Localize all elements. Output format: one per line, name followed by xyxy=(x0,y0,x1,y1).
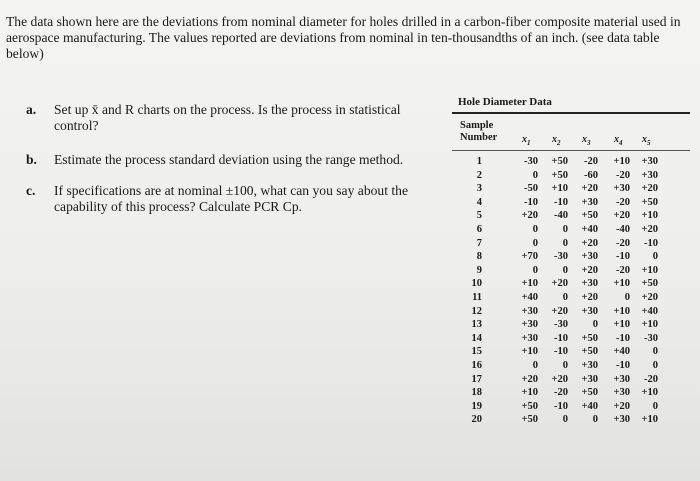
table-cell: 0 xyxy=(562,414,568,426)
table-cell: 0 xyxy=(532,264,538,276)
table-cell: +40 xyxy=(641,305,658,317)
table-cell: +30 xyxy=(581,251,598,263)
sample-number: 2 xyxy=(476,169,482,181)
column-header-x1: $x_1$ xyxy=(522,134,531,147)
table-cell: -30 xyxy=(554,319,568,331)
question-text: If specifications are at nominal ±100, what can you say about the capability of this process? Calculate PCR Cp. xyxy=(54,183,408,214)
table-cell: -20 xyxy=(616,169,630,181)
table-cell: +50 xyxy=(641,278,658,290)
table-cell: +10 xyxy=(641,264,658,276)
sample-number: 8 xyxy=(476,251,482,263)
table-cell: +40 xyxy=(613,346,630,358)
table-cell: -60 xyxy=(584,169,598,181)
sample-number: 3 xyxy=(476,183,482,195)
table-cell: +10 xyxy=(613,278,630,290)
table-cell: +30 xyxy=(521,319,538,331)
sample-number: 7 xyxy=(476,237,482,249)
table-cell: +10 xyxy=(613,156,630,167)
header-number-label: Number xyxy=(460,132,498,143)
table-cell: +40 xyxy=(581,400,598,412)
sample-number: 4 xyxy=(476,196,482,208)
table-cell: +30 xyxy=(581,305,598,317)
table-cell: +50 xyxy=(521,400,538,412)
table-cell: +40 xyxy=(521,292,538,303)
table-cell: +20 xyxy=(551,305,568,317)
table-cell: -10 xyxy=(644,237,658,249)
table-cell: -10 xyxy=(554,346,568,358)
table-cell: 0 xyxy=(652,251,658,263)
table-cell: +30 xyxy=(581,196,598,208)
table-cell: +10 xyxy=(613,319,630,331)
column-header-x5: $x_5$ xyxy=(642,134,651,147)
table-cell: +20 xyxy=(581,292,598,303)
sample-number: 14 xyxy=(471,332,482,344)
table-cell: +20 xyxy=(551,373,568,385)
table-cell: +10 xyxy=(521,346,538,358)
table-cell: -20 xyxy=(616,196,630,208)
sample-number: 9 xyxy=(476,264,482,276)
question-letter: a. xyxy=(26,102,37,117)
table-header-rule xyxy=(452,150,690,151)
table-cell: 0 xyxy=(652,346,658,358)
question-text: Set up x̄ and R charts on the process. Is the process in statistical control? xyxy=(54,102,401,133)
table-cell: 0 xyxy=(562,264,568,276)
table-cell: +30 xyxy=(613,414,630,426)
table-cell: -30 xyxy=(554,251,568,263)
table-cell: +20 xyxy=(641,183,658,195)
table-cell: +20 xyxy=(581,237,598,249)
table-cell: +20 xyxy=(521,373,538,385)
table-cell: +30 xyxy=(613,387,630,399)
sample-number: 20 xyxy=(471,414,482,426)
table-cell: +20 xyxy=(641,292,658,303)
table-top-rule xyxy=(452,112,690,114)
table-cell: +30 xyxy=(581,373,598,385)
table-cell: -20 xyxy=(616,264,630,276)
table-cell: -10 xyxy=(554,196,568,208)
table-cell: +30 xyxy=(613,183,630,195)
table-cell: 0 xyxy=(592,319,598,331)
question-letter: c. xyxy=(26,183,36,198)
sample-number: 1 xyxy=(476,156,482,167)
table-cell: +20 xyxy=(521,210,538,222)
table-cell: -10 xyxy=(524,196,538,208)
sample-number: 12 xyxy=(471,305,482,317)
table-cell: 0 xyxy=(562,224,568,235)
table-cell: +40 xyxy=(581,224,598,235)
table-cell: +50 xyxy=(581,210,598,222)
table-cell: +30 xyxy=(613,373,630,385)
table-cell: +50 xyxy=(521,414,538,426)
table-cell: -40 xyxy=(554,210,568,222)
sample-number: 5 xyxy=(476,210,482,222)
table-cell: -10 xyxy=(616,360,630,371)
sample-number: 19 xyxy=(471,400,482,412)
problem-intro: The data shown here are the deviations from nominal diameter for holes drilled in a carbon-fiber composite material used in aerospace manufacturing. The values reported are deviations from nominal in ten-thousandths of an inch. (see data table below) xyxy=(6,14,681,61)
table-cell: +30 xyxy=(641,169,658,181)
table-cell: 0 xyxy=(562,237,568,249)
table-cell: +70 xyxy=(521,251,538,263)
table-cell: +30 xyxy=(521,305,538,317)
table-title: Hole Diameter Data xyxy=(458,96,552,108)
table-cell: 0 xyxy=(532,169,538,181)
table-cell: -10 xyxy=(554,332,568,344)
table-cell: 0 xyxy=(562,360,568,371)
table-cell: +10 xyxy=(521,387,538,399)
table-cell: -20 xyxy=(584,156,598,167)
column-header-x4: $x_4$ xyxy=(614,134,623,147)
sample-number: 6 xyxy=(476,224,482,235)
table-cell: 0 xyxy=(532,224,538,235)
table-cell: 0 xyxy=(652,400,658,412)
sample-number: 18 xyxy=(471,387,482,399)
table-cell: +30 xyxy=(581,278,598,290)
table-cell: -20 xyxy=(644,373,658,385)
sample-number: 13 xyxy=(471,319,482,331)
table-cell: +50 xyxy=(641,196,658,208)
header-sample-label: Sample xyxy=(460,120,494,131)
table-cell: -10 xyxy=(616,332,630,344)
table-cell: +50 xyxy=(581,346,598,358)
column-header-x2: $x_2$ xyxy=(552,134,561,147)
table-cell: +30 xyxy=(641,156,658,167)
table-cell: 0 xyxy=(652,360,658,371)
table-cell: 0 xyxy=(592,414,598,426)
sample-number: 11 xyxy=(472,292,482,303)
table-cell: +10 xyxy=(641,319,658,331)
column-header-x3: $x_3$ xyxy=(582,134,591,147)
table-cell: +20 xyxy=(613,210,630,222)
question-letter: b. xyxy=(26,152,37,167)
sample-number: 16 xyxy=(471,360,482,371)
table-cell: +20 xyxy=(613,400,630,412)
table-cell: +30 xyxy=(521,332,538,344)
table-cell: +10 xyxy=(613,305,630,317)
table-cell: -20 xyxy=(554,387,568,399)
sample-number: 15 xyxy=(471,346,482,358)
table-cell: +50 xyxy=(581,332,598,344)
table-cell: +50 xyxy=(551,156,568,167)
sample-number: 17 xyxy=(471,373,482,385)
table-cell: +10 xyxy=(521,278,538,290)
table-cell: +30 xyxy=(581,360,598,371)
table-cell: +50 xyxy=(551,169,568,181)
table-cell: -20 xyxy=(616,237,630,249)
table-cell: 0 xyxy=(532,237,538,249)
table-cell: +20 xyxy=(551,278,568,290)
table-cell: -30 xyxy=(524,156,538,167)
sample-number: 10 xyxy=(471,278,482,290)
question-text: Estimate the process standard deviation using the range method. xyxy=(54,152,404,167)
table-cell: +20 xyxy=(641,224,658,235)
table-cell: +20 xyxy=(581,183,598,195)
table-cell: +10 xyxy=(551,183,568,195)
table-cell: -40 xyxy=(616,224,630,235)
table-cell: +50 xyxy=(581,387,598,399)
table-cell: -50 xyxy=(524,183,538,195)
table-cell: 0 xyxy=(624,292,630,303)
table-cell: +20 xyxy=(581,264,598,276)
table-cell: +10 xyxy=(641,414,658,426)
table-cell: -30 xyxy=(644,332,658,344)
table-cell: 0 xyxy=(562,292,568,303)
table-cell: +10 xyxy=(641,387,658,399)
table-cell: +10 xyxy=(641,210,658,222)
table-cell: 0 xyxy=(532,360,538,371)
table-cell: -10 xyxy=(616,251,630,263)
table-cell: -10 xyxy=(554,400,568,412)
table-header-sample xyxy=(460,120,497,144)
